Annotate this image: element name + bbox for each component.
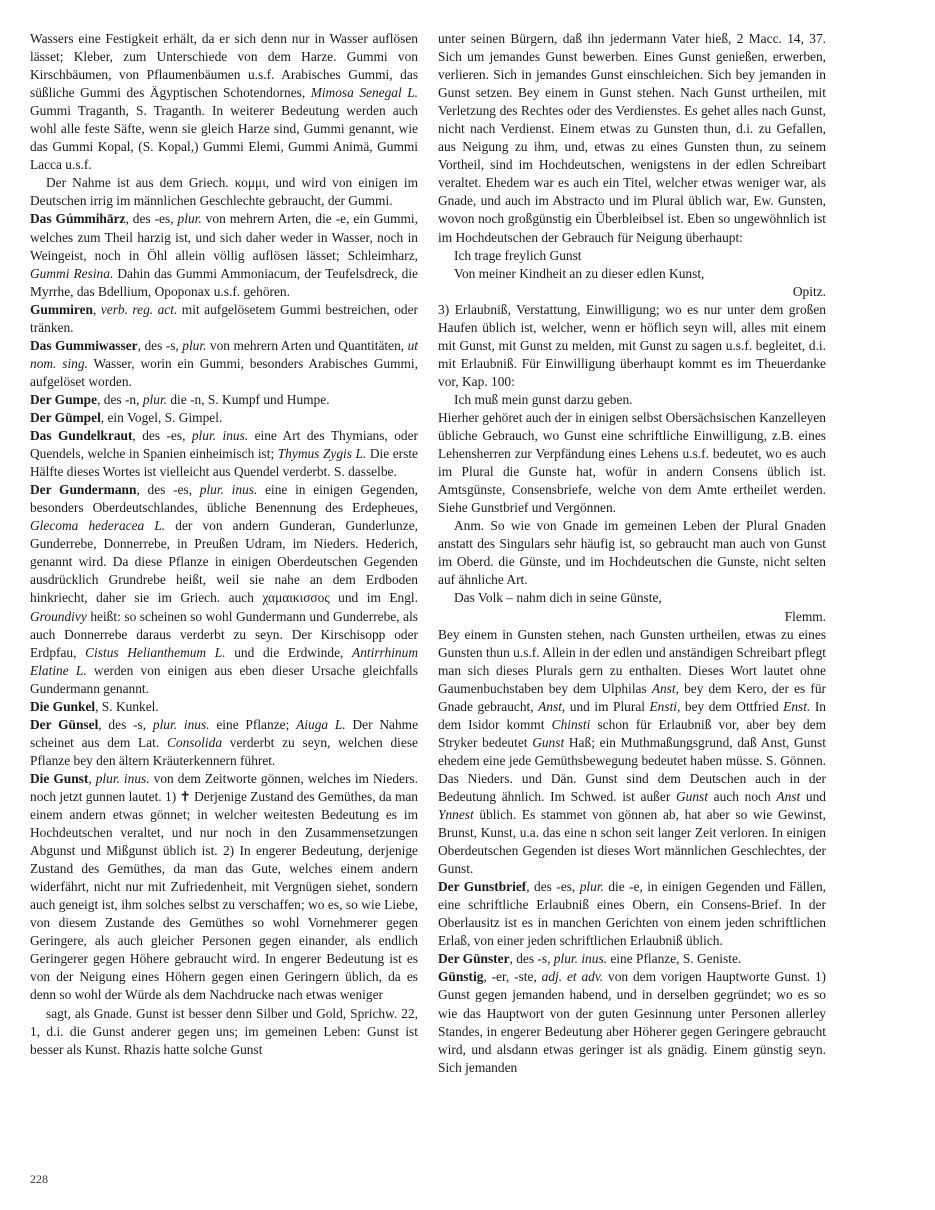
italic-term: ut nom. sing. (30, 337, 419, 371)
headword: Der Günsel (30, 716, 99, 732)
entry-text: , des -n, (97, 391, 143, 407)
headword: Die Gunst (30, 770, 89, 786)
entry-paragraph (438, 968, 826, 1076)
italic-term: Enst. (783, 698, 811, 714)
italic-term: Consolida (166, 734, 223, 750)
headword: Der Gumpe (30, 391, 98, 407)
headword: Der Gunstbrief (438, 879, 527, 895)
italic-term: plur. (579, 879, 604, 895)
entry-text: , des -s, (98, 716, 153, 732)
entry-text: und (800, 788, 826, 804)
entry-paragraph (438, 878, 826, 950)
entry-paragraph (30, 481, 418, 698)
entry-text: von dem Zeitworte gönnen, welches im Nieders. noch jetzt gunnen lautet. 1) ✝ Derjenige Zustand des Gemüthes, da man einem andern etwas gönnet; in welcher weitesten Bedeutung es im Hochdeutschen veraltet, und nur noch in den Zusammensetzungen Abgunst und Mißgunst üblich ist. 2) In engerer Bedeutung, derjenige Zustand des Gemüthes, da man das Gute, welches einem andern widerfährt, nicht nur mit Zufriedenheit, mit Vergnügen siehet, sondern auch geneigt ist, ihm solches selbst zu verschaffen; wo es, so wie Liebe, von diesem Zustande des Gemüthes so wohl Vornehmerer gegen Geringere, als auch gleicher Personen gegen einander, als endlich Geringerer gegen Höhere gebraucht wird. In engerer Bedeutung ist es von der Neigung eines Höhern gegen einen Geringern üblich, da es denn so wohl der Würde als dem Nachdrucke nach etwas weniger (30, 770, 418, 1003)
entry-paragraph (438, 950, 826, 968)
entry-text: der von andern Gunderan, Gunderlunze, Gunderrebe, Donnerrebe, in Preußen Udram, im Nieders. Hederich, genannt wird. Da diese Pflanze in einigen Oberdeutschen Gegenden ausdrücklich Grundrebe heißt, weil sie nahe an dem Erdboden hinkriecht, daher sie im Griech. auch χαμαικισσος und im Engl. (30, 518, 418, 606)
entry-text: Das Volk – nahm dich in seine Günste, (454, 590, 662, 606)
italic-term: adj. et adv. (541, 969, 604, 985)
entry-text: heißt: so scheinen so wohl Gundermann und Gunderrebe, als auch Donnerrebe daraus verderbt zu seyn. Der Kirschisopp oder Erdpfau, (30, 608, 418, 660)
italic-term: verb. reg. act. (100, 301, 178, 317)
italic-term: Mimosa Senegal L. (310, 85, 418, 101)
entry-text: eine Pflanze; (209, 716, 297, 732)
entry-text: verderbt zu seyn, welchen diese Pflanze bey den ältern Kräuterkennern führet. (30, 734, 419, 768)
entry-text: , ein Vogel, S. Gimpel. (100, 409, 223, 425)
entry-text: unter seinen Bürgern, daß ihn jedermann Vater hieß, 2 Macc. 14, 37. Sich um jemandes Gunst bewerben. Eines Gunst genießen, erwerben, verlieren. Sich in jemandes Gunst einschleichen. Sich bey jemanden in Gunst setzen. Bey einem in Gunst stehen. Nach Gunst urtheilen, mit Verletzung des Rechtes oder des Verdienstes. Es gehet alles nach Gunst, nicht nach Verdienst. Einem etwas zu Gunsten thun, d.i. zu Gefallen, aus Neigung zu ihm, und, etwas zu eines Gunsten thun, zu seinem Vortheil, sind im Hochdeutschen, wenigstens in der edlen Schreibart veraltet. Ehedem war es auch ein Titel, welcher etwas weniger war, als Gnade, und auch im Abstracto und im Plural üblich war, Ew. Gunsten, wovon noch großgünstig ein Überbleibsel ist. Eben so ungewöhnlich ist im Hochdeutschen der Gebrauch für Neigung überhaupt: (438, 31, 826, 245)
entry-text: Ich muß mein gunst darzu geben. (454, 391, 633, 407)
headword: Der Gümpel (30, 409, 101, 425)
entry-text: 3) Erlaubniß, Verstattung, Einwilligung; wo es nur unter dem großen Haufen üblich ist, welcher, wenn er höflich seyn will, alles mit einem mit Gunst, mit Gunst zu melden, mit Gunst zu sagen u.s.f. begleitet, d.i. mit Erlaubniß. Für Einwilligung überhaupt kommt es im Theuerdanke vor, Kap. 100: (438, 301, 826, 389)
headword: Das Gundelkraut (30, 428, 133, 444)
italic-term: plur. (177, 211, 202, 227)
entry-paragraph (438, 626, 826, 879)
entry-text: die -n, S. Kumpf und Humpe. (167, 391, 330, 407)
entry-paragraph (30, 30, 418, 174)
entry-text: , (88, 770, 96, 786)
italic-term: Antirrhinum Elatine L. (30, 644, 418, 678)
entry-text: , bey dem Kero, der es für Gnade gebraucht, (438, 680, 826, 714)
italic-term: plur. inus. (152, 716, 210, 732)
entry-paragraph (438, 517, 826, 589)
italic-term: Cistus Helianthemum L. (85, 644, 226, 660)
italic-term: Chinsti (551, 716, 591, 732)
quote-line (438, 247, 826, 265)
italic-term: plur. (182, 337, 207, 353)
quote-line (438, 391, 826, 409)
entry-paragraph (30, 337, 418, 391)
italic-term: Aiuga L. (296, 716, 346, 732)
italic-term: plur. inus. (95, 770, 150, 786)
entry-text: In dem Isidor kommt (438, 698, 826, 732)
italic-term: plur. (142, 391, 168, 407)
italic-term: plur. inus. (199, 482, 258, 498)
entry-text: , -er, -ste, (483, 969, 542, 985)
entry-paragraph (438, 301, 826, 391)
entry-text: , des -s, (137, 337, 183, 353)
headword: Das Gummiwasser (30, 337, 138, 353)
entry-text: Dahin das Gummi Ammoniacum, der Teufelsdreck, die Myrrhe, das Bdellium, Opoponax u.s.f. gehören. (30, 265, 418, 299)
italic-term: Glecoma hederacea L. (30, 518, 166, 534)
italic-term: Ensti (649, 698, 678, 714)
entry-paragraph (30, 210, 418, 300)
entry-text: , bey dem Ottfried (677, 698, 784, 714)
entry-text: üblich. Es stammet von gönnen ab, hat aber so wie Gewinst, Brunst, Kunst, u.a. das eine n schon seit langer Zeit verloren. In einigen Oberdeutschen Gegenden ist dieses Wort männlichen Geschlechtes, der Gunst. (438, 807, 826, 877)
entry-text: von dem vorigen Hauptworte Gunst. 1) Gunst gegen jemanden habend, und in derselben gegründet; wo es so wie das Hauptwort von der guten Gesinnung unter Personen allerley Standes, in engerer Bedeutung aber Höherer gegen Geringere gebraucht wird, und alsdann etwas geringer ist als gnädig. Einem günstig seyn. Sich jemanden (438, 969, 827, 1075)
entry-text: , des -es, (125, 211, 178, 227)
entry-text: Die erste Hälfte dieses Wortes ist vielleicht aus Quendel verderbt. S. dasselbe. (30, 446, 418, 480)
citation (438, 283, 826, 301)
quote-line (438, 265, 826, 283)
entry-text: Von meiner Kindheit an zu dieser edlen Kunst, (454, 265, 705, 281)
entry-paragraph (30, 427, 418, 481)
entry-paragraph (438, 409, 826, 517)
entry-text: , und im Plural (561, 698, 650, 714)
headword: Die Gunkel (30, 698, 96, 714)
entry-text: , des -s, (509, 951, 554, 967)
right-column (438, 30, 826, 1077)
entry-text: eine Art des Thymians, oder Quendels, welche in Spanien einheimisch ist; (30, 428, 418, 462)
italic-term: Gummi Resina. (30, 265, 114, 281)
headword: Gummiren (30, 301, 93, 317)
entry-paragraph (30, 301, 418, 337)
entry-text: von mehrern Arten und Quantitäten, (206, 337, 408, 353)
entry-text: Flemm. (784, 608, 826, 624)
headword: Günstig (438, 969, 484, 985)
entry-text: Hierher gehöret auch der in einigen selbst Obersächsischen Kanzelleyen übliche Gebrauch, wo Gunst eine schriftliche Einwilligung, z.B. eines Lehensherren zur Verpfändung eines Lehens u.s.f. bedeutet, wo es auch im Plural die Gunste hat, wofür in andern Consens üblich ist. Amtsgünste, Consensbriefe, welche von dem Amte ertheilet werden. Siehe Gunstbrief und Vergönnen. (438, 409, 826, 516)
italic-term: Gunst (675, 788, 708, 804)
italic-term: plur. inus. (553, 951, 607, 967)
entry-text: , (92, 301, 101, 317)
quote-line (438, 589, 826, 607)
entry-text: Opitz. (792, 283, 826, 299)
entry-text: , S. Kunkel. (95, 698, 159, 714)
entry-text: werden von einigen aus eben dieser Ursache gleichfalls Gundermann genannt. (30, 662, 418, 696)
entry-text: sagt, als Gnade. Gunst ist besser denn Silber und Gold, Sprichw. 22, 1, d.i. die Gunst anderer gegen uns; im gemeinen Leben: Gunst ist besser als Kunst. Rhazis hatte solche Gunst (30, 1005, 418, 1057)
entry-paragraph (30, 1005, 418, 1059)
entry-text: Ich trage freylich Gunst (454, 247, 582, 263)
entry-text: Wassers eine Festigkeit erhält, da er sich denn nur in Wasser auflösen lässet; Kleber, zum Unterschiede von dem Harze. Gummi von Kirschbäumen, von Pflaumenbäumen u.s.f. Arabisches Gummi, das süßliche Gummi des Ägyptischen Schotendornes, (30, 31, 418, 101)
entry-text: von mehrern Arten, die -e, ein Gummi, welches zum Theil harzig ist, und sich daher weder in Wasser, noch in Weingeist, noch in Öhl allein völlig auflösen lässet; Schleimharz, (30, 211, 418, 263)
italic-term: Ynnest (438, 807, 474, 823)
entry-text: Wasser, worin ein Gummi, besonders Arabisches Gummi, aufgelöset worden. (30, 355, 418, 389)
entry-paragraph (30, 716, 418, 770)
italic-term: Gunst (532, 734, 565, 750)
italic-term: Groundivy (30, 608, 87, 624)
citation (438, 608, 826, 626)
italic-term: Anst (651, 680, 676, 696)
entry-text: auch noch (707, 788, 777, 804)
entry-paragraph (30, 698, 418, 716)
page-number: 228 (30, 1172, 48, 1186)
headword: Der Günster (438, 951, 510, 967)
left-column (30, 30, 418, 1059)
entry-text: eine Pflanze, S. Geniste. (607, 951, 742, 967)
entry-paragraph (438, 30, 826, 247)
entry-paragraph (30, 409, 418, 427)
italic-term: Thymus Zygis L. (277, 446, 367, 462)
entry-text: Anm. So wie von Gnade im gemeinen Leben der Plural Gnaden anstatt des Singulars sehr häufig ist, so gebraucht man auch von Gunst im Oberd. die Günste, und im Hochdeutschen die Gunste, nicht selten auf ähnliche Art. (438, 518, 826, 588)
entry-paragraph (30, 770, 418, 1005)
entry-text: eine in einigen Gegenden, besonders Oberdeutschlandes, übliche Benennung des Erdepheues, (30, 482, 418, 516)
entry-text: und die Erdwinde, (225, 644, 353, 660)
italic-term: Anst (538, 698, 562, 714)
entry-text: Gummi Traganth, S. Traganth. In weiterer Bedeutung werden auch wohl alle feste Säfte, wenn sie gleich Harze sind, Gummi genannt, wie das Gummi Kopal, (S. Kopal,) Gummi Elemi, Gummi Animä, Gummi Lacca u.s.f. (30, 103, 418, 173)
headword: Das Gúmmihārz (30, 211, 126, 227)
entry-text: , des -es, (526, 879, 580, 895)
entry-text: mit aufgelösetem Gummi bestreichen, oder tränken. (30, 301, 418, 335)
entry-paragraph (30, 391, 418, 409)
headword: Der Gundermann (30, 482, 137, 498)
entry-text: schon für Erlaubniß vor, aber bey dem Stryker bedeutet (438, 716, 827, 750)
entry-text: die -e, in einigen Gegenden und Fällen, eine schriftliche Erlaubniß eines Obern, ein Consens-Brief. In der Oberlausitz ist es in manchen Gerichten von einem jeden schriftlichen Erlaß, von einer jeden schriftlichen Erlaubniß üblich. (438, 879, 827, 949)
entry-text: , des -es, (132, 428, 192, 444)
entry-text: Bey einem in Gunsten stehen, nach Gunsten urtheilen, etwas zu eines Gunsten thun u.s.f. Allein in der edlen und anständigen Schreibart pflegt man sich dieses Plurals gern zu enthalten. Dieses Wort lautet ohne Gaumenbuchstaben bey dem Ulphilas (438, 626, 826, 696)
entry-text: Der Nahme ist aus dem Griech. κομμι, und wird von einigen im Deutschen irrig im männlichen Geschlechte gebraucht, der Gummi. (30, 175, 418, 209)
italic-term: plur. inus. (191, 428, 249, 444)
entry-text: , des -es, (136, 482, 200, 498)
entry-text: Der Nahme scheinet aus dem Lat. (30, 716, 419, 750)
entry-text: Haß; ein Muthmaßungsgrund, daß Anst, Gunst ehedem eine jede Gemüthsbewegung bedeutet haben müsse. S. Gönnen. Das Nieders. und Dän. Gunst sind dem Deutschen auch in der Bedeutung ähnlich. Im Schwed. ist außer (438, 734, 826, 804)
entry-paragraph (30, 174, 418, 210)
italic-term: Anst (776, 788, 801, 804)
